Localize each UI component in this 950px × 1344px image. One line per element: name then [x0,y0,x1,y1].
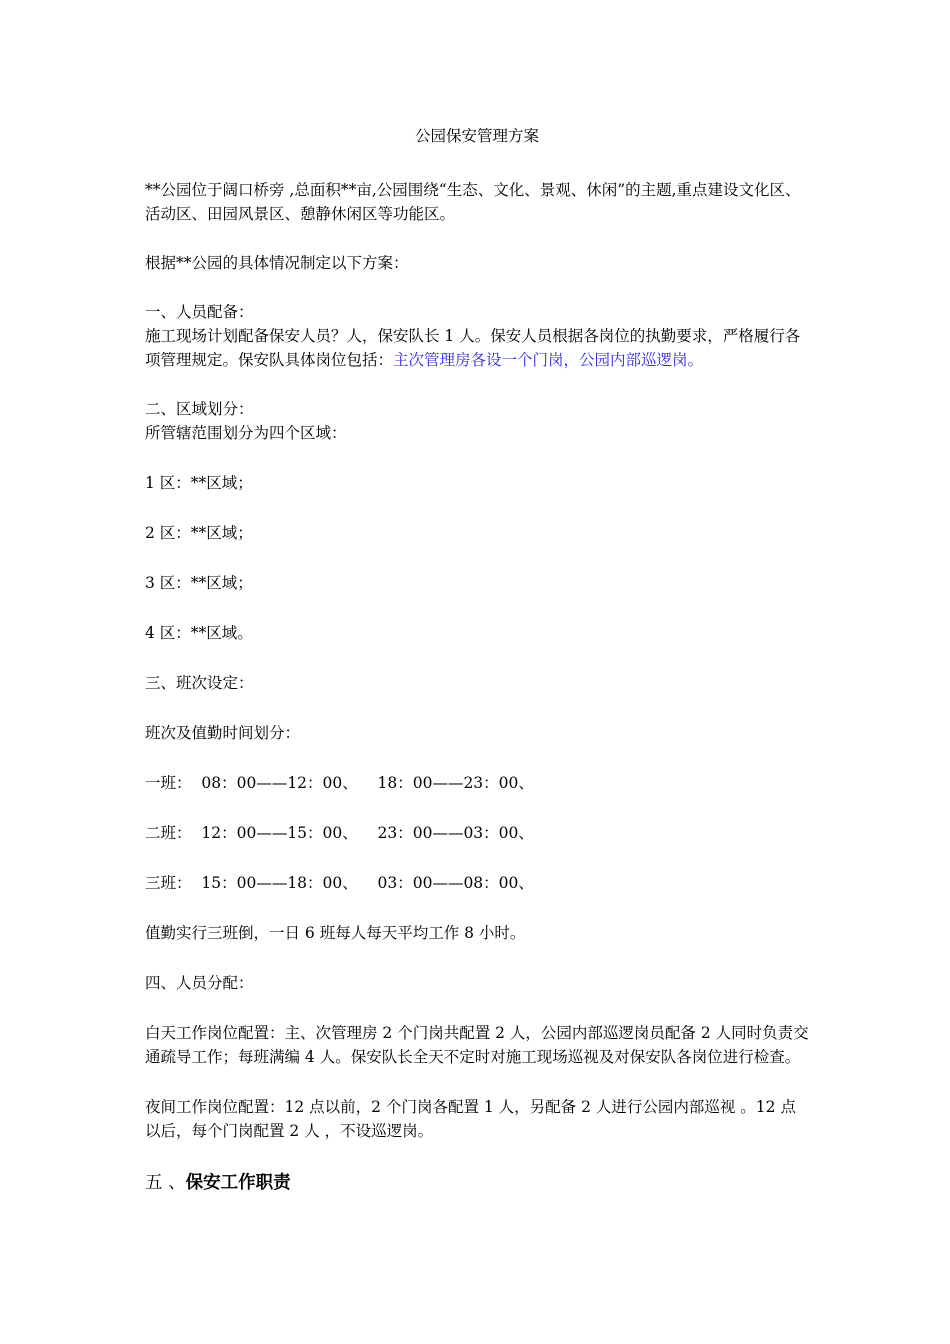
zone-item: 4 区：**区域。 [145,624,253,642]
shift-time1: 15：00——18：00、 [201,874,358,892]
shift-label: 二班： [145,824,192,842]
section2-intro: 所管辖范围划分为四个区域： [145,424,347,442]
section2-heading: 二、区域划分： [145,400,254,418]
section1-heading: 一、人员配备： [145,303,254,321]
section5-heading [145,1171,809,1195]
document-page [145,124,809,1195]
section5-prefix: 五 、 [145,1173,186,1193]
shift-time2: 03：00——08：00、 [377,874,534,892]
intro-paragraph: **公园位于阔口桥旁 ,总面积**亩,公园围绕“生态、文化、景观、休闲”的主题,重点建设文化区、活动区、田园风景区、憩静休闲区等功能区。 [145,181,801,223]
shift-row [145,871,809,895]
section3-intro: 班次及值勤时间划分： [145,724,301,742]
night-allocation-paragraph: 夜间工作岗位配置：12 点以前，2 个门岗各配置 1 人，另配备 2 人进行公园内部巡视 。12 点以后，每个门岗配置 2 人 ，不设巡逻岗。 [145,1098,796,1140]
shift-time2: 18：00——23：00、 [377,774,534,792]
shift-row [145,821,809,845]
zone-item: 1 区：**区域； [145,474,253,492]
day-allocation-paragraph: 白天工作岗位配置：主、次管理房 2 个门岗共配置 2 人，公园内部巡逻岗员配备 2 人同时负责交通疏导工作；每班满编 4 人。保安队长全天不定时对施工现场巡视及对保安队各岗位进行检查。 [145,1024,809,1066]
section1-body-text: 施工现场计划配备保安人员？人，保安队长 1 人。保安人员根据各岗位的执勤要求，严格履行各项管理规定。保安队具体岗位包括： [145,327,801,369]
shift-label: 三班： [145,874,192,892]
shift-note: 值勤实行三班倒，一日 6 班每人每天平均工作 8 小时。 [145,924,526,942]
section1-body-highlight: 主次管理房各设一个门岗，公园内部巡逻岗。 [393,351,704,369]
shift-row [145,771,809,795]
zone-item: 2 区：**区域； [145,524,253,542]
section4-heading: 四、人员分配： [145,974,254,992]
section3-heading: 三、班次设定： [145,674,254,692]
basis-paragraph: 根据**公园的具体情况制定以下方案： [145,254,409,272]
shift-time1: 12：00——15：00、 [201,824,358,842]
section1-body [145,324,809,372]
shift-time2: 23：00——03：00、 [377,824,534,842]
document-title: 公园保安管理方案 [414,127,539,145]
zone-item: 3 区：**区域； [145,574,253,592]
section5-title: 保安工作职责 [185,1173,291,1193]
shift-label: 一班： [145,774,192,792]
shift-time1: 08：00——12：00、 [201,774,358,792]
